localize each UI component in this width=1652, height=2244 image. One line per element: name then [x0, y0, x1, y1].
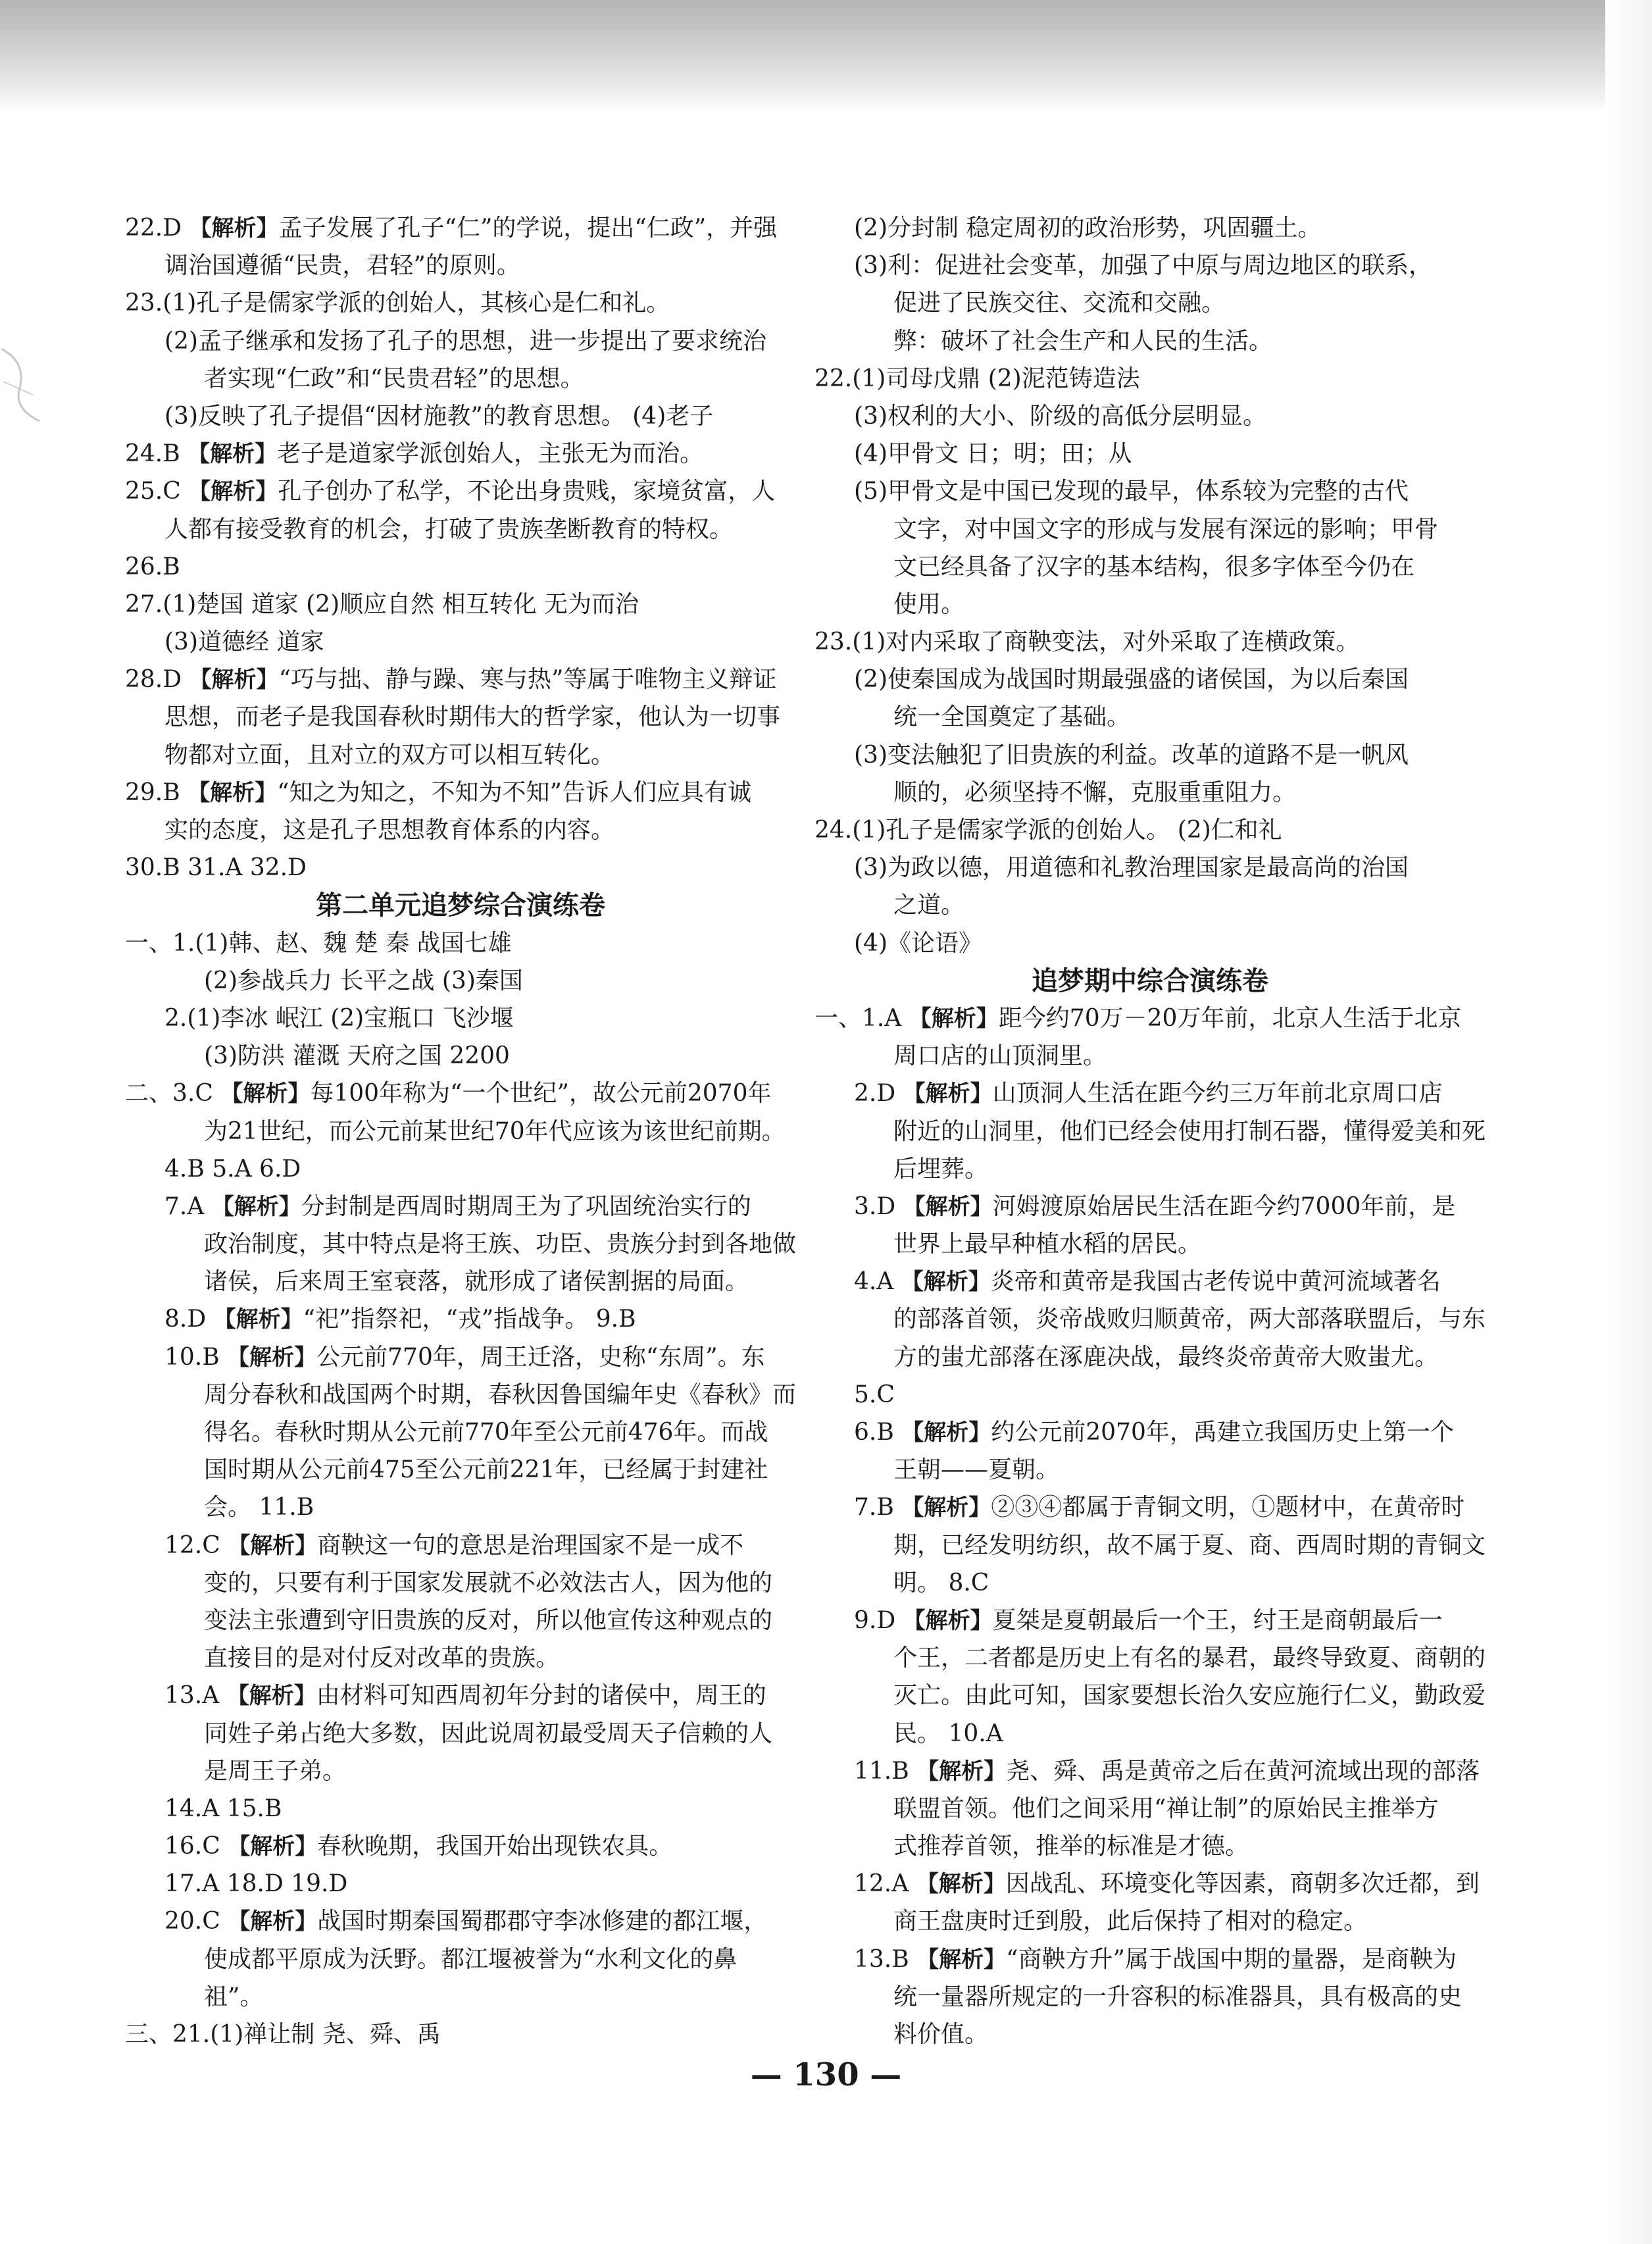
line-text: 20.C [164, 1908, 228, 1935]
answer-line [814, 247, 1486, 284]
line-text: 是周王子弟。 [204, 1757, 347, 1785]
line-text: 周口店的山顶洞里。 [893, 1042, 1107, 1070]
line-text: 个王，二者都是历史上有名的暴君，最终导致夏、商朝的 [893, 1645, 1486, 1672]
answer-line [125, 736, 796, 774]
line-text: 为21世纪，而公元前某世纪70年代应该为该世纪前期。 [204, 1117, 786, 1145]
line-text: 公元前770年，周王迁洛，史称“东周”。东 [316, 1343, 765, 1371]
answer-line [814, 322, 1486, 360]
line-text: 附近的山洞里，他们已经会使用打制石器，懂得爱美和死 [893, 1117, 1486, 1145]
line-text: “商鞅方升”属于战国中期的量器，是商鞅为 [1006, 1945, 1457, 1973]
answer-line [125, 623, 796, 661]
line-text: 物都对立面，且对立的双方可以相互转化。 [164, 741, 615, 769]
answer-line [125, 1602, 796, 1639]
line-text: 10.B [164, 1343, 228, 1371]
answer-line [125, 774, 796, 811]
line-text: 统一量器所规定的一升容积的标准器具，具有极高的史 [893, 1983, 1463, 2010]
line-text: 23.(1)孔子是儒家学派的创始人，其核心是仁和礼。 [125, 290, 670, 317]
answer-column-right [814, 209, 1486, 2053]
line-text: 直接目的是对付反对改革的贵族。 [204, 1645, 560, 1672]
analysis-tag: 【解析】 [916, 1871, 1006, 1898]
analysis-tag: 【解析】 [903, 1193, 993, 1220]
answer-line [814, 1527, 1486, 1564]
answer-line [125, 1527, 796, 1564]
answer-line [125, 511, 796, 548]
line-text: 由材料可知西周初年分封的诸侯中，周王的 [316, 1682, 766, 1710]
page-number: — 130 — [750, 2056, 902, 2093]
answer-line [814, 1564, 1486, 1602]
answer-line [814, 586, 1486, 623]
line-text: 商王盘庚时迁到殷，此后保持了相对的稳定。 [893, 1908, 1368, 1935]
line-text: (3)道德经 道家 [164, 628, 324, 656]
answer-line [814, 435, 1486, 472]
analysis-tag: 【解析】 [228, 1833, 318, 1860]
answer-line [125, 1000, 796, 1037]
answer-line [814, 1339, 1486, 1376]
line-text: 民。 10.A [893, 1720, 1003, 1747]
line-text: 祖”。 [204, 1983, 264, 2010]
analysis-tag: 【解析】 [211, 1193, 301, 1220]
analysis-tag: 【解析】 [228, 1908, 318, 1935]
answer-line [814, 1639, 1486, 1677]
line-text: 7.A [164, 1192, 212, 1220]
answer-line [125, 1677, 796, 1714]
answer-line [125, 1037, 796, 1075]
line-text: “知之为知之，不知为不知”告诉人们应具有诚 [277, 778, 751, 806]
answer-column-left [125, 209, 796, 2053]
answer-line [125, 472, 796, 510]
answer-line [814, 1827, 1486, 1865]
line-text: 商鞅这一句的意思是治理国家不是一成不 [317, 1531, 744, 1559]
answer-line [814, 661, 1486, 698]
answer-line [125, 1451, 796, 1489]
line-text: 约公元前2070年，禹建立我国历史上第一个 [991, 1419, 1454, 1446]
line-text: 统一全国奠定了基础。 [893, 703, 1131, 731]
answer-line [125, 1414, 796, 1451]
line-text: 26.B [125, 553, 180, 580]
line-text: 诸侯，后来周王室衰落，就形成了诸侯割据的局面。 [204, 1268, 749, 1296]
line-text: (3)为政以德，用道德和礼教治理国家是最高尚的治国 [854, 854, 1409, 882]
line-text: 之道。 [893, 892, 965, 919]
line-text: 孟子发展了孔子“仁”的学说，提出“仁政”，并强 [278, 215, 778, 242]
line-text: (3)防洪 灌溉 天府之国 2200 [204, 1042, 510, 1070]
answer-line [814, 472, 1486, 510]
answer-line [814, 849, 1486, 886]
answer-line [814, 1300, 1486, 1338]
analysis-tag: 【解析】 [189, 215, 279, 242]
line-text: 11.B [854, 1757, 917, 1785]
line-text: 世界上最早种植水稻的居民。 [893, 1231, 1202, 1258]
answer-line [125, 435, 796, 472]
answer-line [125, 661, 796, 698]
line-text: 老子是道家学派创始人，主张无为而治。 [277, 440, 704, 468]
answer-line [125, 1902, 796, 1940]
answer-line [814, 1113, 1486, 1150]
line-text: 式推荐首领，推举的标准是才德。 [893, 1833, 1249, 1860]
analysis-tag: 【解析】 [188, 478, 278, 505]
answer-line [125, 698, 796, 736]
answer-line [125, 1113, 796, 1150]
answer-line [814, 1000, 1486, 1037]
answer-line [125, 1339, 796, 1376]
answer-line [125, 548, 796, 586]
answer-line [814, 397, 1486, 435]
answer-line [125, 209, 796, 247]
line-text: 4.A [854, 1268, 901, 1296]
scan-top-band [0, 0, 1652, 112]
binding-mark [0, 342, 46, 428]
line-text: (4)《论语》 [854, 929, 982, 957]
answer-line [125, 1752, 796, 1790]
line-text: 25.C [125, 478, 189, 505]
answer-line [125, 1715, 796, 1752]
answer-line [814, 1677, 1486, 1714]
line-text: 弊：破坏了社会生产和人民的生活。 [893, 327, 1273, 355]
line-text: 王朝——夏朝。 [893, 1456, 1060, 1484]
answer-line [814, 886, 1486, 924]
analysis-tag: 【解析】 [901, 1269, 991, 1296]
line-text: (3)变法触犯了旧贵族的利益。改革的道路不是一帆风 [854, 741, 1409, 769]
line-text: 二、3.C [125, 1080, 221, 1108]
line-text: 山顶洞人生活在距今约三万年前北京周口店 [992, 1080, 1443, 1108]
answer-line [814, 1790, 1486, 1827]
answer-line [814, 209, 1486, 247]
line-text: (3)反映了孔子提倡“因材施教”的教育思想。 (4)老子 [164, 402, 714, 430]
answer-line [814, 1414, 1486, 1451]
answer-line [125, 1639, 796, 1677]
answer-line [125, 1790, 796, 1827]
line-text: 顺的，必须坚持不懈，克服重重阻力。 [893, 778, 1297, 806]
answer-line [814, 360, 1486, 397]
line-text: 文已经具备了汉字的基本结构，很多字体至今仍在 [893, 553, 1415, 580]
line-text: 每100年称为“一个世纪”，故公元前2070年 [310, 1080, 772, 1108]
line-text: 的部落首领，炎帝战败归顺黄帝，两大部落联盟后，与东 [893, 1306, 1486, 1333]
line-text: 16.C [164, 1833, 228, 1860]
analysis-tag: 【解析】 [916, 1946, 1007, 1973]
line-text: 一、1.(1)韩、赵、魏 楚 秦 战国七雄 [125, 929, 512, 957]
analysis-tag: 【解析】 [189, 667, 279, 694]
line-text: 9.D [854, 1606, 903, 1634]
analysis-tag: 【解析】 [916, 1758, 1007, 1785]
analysis-tag: 【解析】 [213, 1306, 303, 1333]
line-text: 灭亡。由此可知，国家要想长治久安应施行仁义，勤政爱 [893, 1682, 1486, 1710]
analysis-tag: 【解析】 [227, 1344, 317, 1371]
line-text: 7.B [854, 1494, 902, 1521]
line-text: 联盟首领。他们之间采用“禅让制”的原始民主推举方 [893, 1795, 1439, 1822]
line-text: “祀”指祭祀，“戎”指战争。 9.B [303, 1306, 636, 1333]
answer-line [814, 1941, 1486, 1978]
line-text: 变法主张遭到守旧贵族的反对，所以他宣传这种观点的 [204, 1606, 773, 1634]
answer-line [814, 1451, 1486, 1489]
line-text: 4.B 5.A 6.D [164, 1155, 301, 1183]
answer-line [125, 925, 796, 962]
line-text: 实的态度，这是孔子思想教育体系的内容。 [164, 817, 615, 844]
answer-line [125, 811, 796, 849]
line-text: 30.B 31.A 32.D [125, 854, 307, 882]
section-title [125, 886, 796, 924]
answer-line [814, 1225, 1486, 1263]
line-text: 后埋葬。 [893, 1155, 989, 1183]
answer-line [125, 586, 796, 623]
line-text: 2.(1)李冰 岷江 (2)宝瓶口 飞沙堰 [164, 1004, 514, 1032]
answer-line [814, 1037, 1486, 1075]
line-text: 分封制是西周时期周王为了巩固统治实行的 [301, 1192, 751, 1220]
line-text: 文字，对中国文字的形成与发展有深远的影响；甲骨 [893, 515, 1439, 543]
line-text: 22.(1)司母戊鼎 (2)泥范铸造法 [814, 365, 1140, 392]
answer-line [125, 397, 796, 435]
scan-page-edge [1605, 0, 1652, 2244]
answer-line [125, 284, 796, 322]
line-text: ②③④都属于青铜文明，①题材中，在黄帝时 [991, 1494, 1465, 1521]
line-text: 17.A 18.D 19.D [164, 1870, 348, 1898]
line-text: 第二单元追梦综合演练卷 [316, 890, 605, 921]
answer-line [814, 1075, 1486, 1112]
line-text: 国时期从公元前475至公元前221年，已经属于封建社 [204, 1456, 768, 1484]
line-text: 使成都平原成为沃野。都江堰被誉为“水利文化的鼻 [204, 1945, 738, 1973]
answer-line [814, 623, 1486, 661]
answer-line [814, 736, 1486, 774]
line-text: 促进了民族交往、交流和交融。 [893, 290, 1226, 317]
line-text: 追梦期中综合演练卷 [1032, 965, 1268, 996]
answer-line [125, 247, 796, 284]
line-text: 8.D [164, 1306, 214, 1333]
line-text: 13.B [854, 1945, 917, 1973]
line-text: 13.A [164, 1682, 227, 1710]
line-text: (3)权利的大小、阶级的高低分层明显。 [854, 402, 1266, 430]
answer-line [814, 1376, 1486, 1414]
line-text: 5.C [854, 1381, 895, 1408]
analysis-tag: 【解析】 [901, 1419, 991, 1446]
analysis-tag: 【解析】 [901, 1494, 991, 1521]
answer-line [814, 1752, 1486, 1790]
line-text: 因战乱、环境变化等因素，商朝多次迁都，到 [1005, 1870, 1480, 1898]
answer-line [814, 811, 1486, 849]
line-text: 28.D [125, 666, 189, 694]
answer-line [125, 962, 796, 1000]
line-text: 27.(1)楚国 道家 (2)顺应自然 相互转化 无为而治 [125, 590, 639, 618]
line-text: 尧、舜、禹是黄帝之后在黄河流域出现的部落 [1006, 1757, 1480, 1785]
analysis-tag: 【解析】 [220, 1081, 311, 1108]
line-text: (5)甲骨文是中国已发现的最早，体系较为完整的古代 [854, 478, 1409, 505]
analysis-tag: 【解析】 [188, 779, 278, 806]
line-text: 24.(1)孔子是儒家学派的创始人。 (2)仁和礼 [814, 817, 1282, 844]
line-text: 6.B [854, 1419, 902, 1446]
line-text: 春秋晚期，我国开始出现铁农具。 [317, 1833, 673, 1860]
answer-line [125, 2016, 796, 2053]
answer-line [125, 1564, 796, 1602]
answer-line [814, 774, 1486, 811]
analysis-tag: 【解析】 [226, 1683, 316, 1710]
line-text: (3)利：促进社会变革，加强了中原与周边地区的联系， [854, 252, 1432, 280]
line-text: 23.(1)对内采取了商鞅变法，对外采取了连横政策。 [814, 628, 1360, 656]
answer-line [814, 1150, 1486, 1188]
analysis-tag: 【解析】 [903, 1607, 993, 1634]
line-text: 12.C [164, 1531, 228, 1559]
line-text: 一、1.A [814, 1004, 909, 1032]
line-text: (4)甲骨文 日；明；田；从 [854, 440, 1132, 468]
line-text: 12.A [854, 1870, 916, 1898]
line-text: (2)分封制 稳定周初的政治形势，巩固疆土。 [854, 215, 1322, 242]
answer-line [125, 360, 796, 397]
line-text: 期，已经发明纺织，故不属于夏、商、西周时期的青铜文 [893, 1531, 1486, 1559]
line-text: 炎帝和黄帝是我国古老传说中黄河流域著名 [990, 1268, 1441, 1296]
line-text: 夏桀是夏朝最后一个王，纣王是商朝最后一 [992, 1606, 1443, 1634]
answer-line [814, 1902, 1486, 1940]
line-text: 距今约70万－20万年前，北京人生活于北京 [998, 1004, 1462, 1032]
answer-line [125, 849, 796, 886]
answer-line [814, 284, 1486, 322]
line-text: 会。 11.B [204, 1494, 314, 1521]
answer-line [814, 511, 1486, 548]
line-text: 24.B [125, 440, 188, 468]
answer-line [125, 1978, 796, 2016]
answer-line [125, 1225, 796, 1263]
answer-line [814, 698, 1486, 736]
line-text: 方的蚩尤部落在涿鹿决战，最终炎帝黄帝大败蚩尤。 [893, 1343, 1439, 1371]
answer-line [125, 1188, 796, 1225]
line-text: 使用。 [893, 590, 965, 618]
line-text: “巧与拙、静与躁、寒与热”等属于唯物主义辩证 [278, 666, 777, 694]
analysis-tag: 【解析】 [903, 1081, 993, 1108]
line-text: 思想，而老子是我国春秋时期伟大的哲学家，他认为一切事 [164, 703, 781, 731]
answer-line [814, 1865, 1486, 1902]
line-text: 者实现“仁政”和“民贵君轻”的思想。 [204, 365, 584, 392]
answer-line [125, 1150, 796, 1188]
answer-line [814, 1263, 1486, 1300]
line-text: 孔子创办了私学，不论出身贵贱，家境贫富，人 [278, 478, 776, 505]
line-text: 得名。春秋时期从公元前770年至公元前476年。而战 [204, 1419, 768, 1446]
line-text: (2)参战兵力 长平之战 (3)秦国 [204, 967, 523, 994]
answer-line [125, 1376, 796, 1414]
analysis-tag: 【解析】 [188, 441, 278, 468]
section-title [814, 962, 1486, 1000]
line-text: 同姓子弟占绝大多数，因此说周初最受周天子信赖的人 [204, 1720, 773, 1747]
line-text: 29.B [125, 778, 188, 806]
line-text: 政治制度，其中特点是将王族、功臣、贵族分封到各地做 [204, 1231, 797, 1258]
line-text: 22.D [125, 215, 189, 242]
analysis-tag: 【解析】 [909, 1005, 999, 1032]
line-text: 2.D [854, 1080, 903, 1108]
line-text: 料价值。 [893, 2021, 989, 2048]
answer-line [125, 1827, 796, 1865]
answer-line [125, 1489, 796, 1526]
answer-line [125, 1300, 796, 1338]
answer-line [814, 1602, 1486, 1639]
answer-line [814, 1715, 1486, 1752]
line-text: 人都有接受教育的机会，打破了贵族垄断教育的特权。 [164, 515, 734, 543]
line-text: 3.D [854, 1192, 903, 1220]
answer-line [814, 1978, 1486, 2016]
answer-line [125, 1075, 796, 1112]
answer-line [814, 1188, 1486, 1225]
line-text: (2)孟子继承和发扬了孔子的思想，进一步提出了要求统治 [164, 327, 766, 355]
answer-line [814, 1489, 1486, 1526]
line-text: 战国时期秦国蜀郡郡守李冰修建的都江堰， [317, 1908, 768, 1935]
line-text: 变的，只要有利于国家发展就不必效法古人，因为他的 [204, 1569, 773, 1596]
line-text: (2)使秦国成为战国时期最强盛的诸侯国，为以后秦国 [854, 666, 1409, 694]
line-text: 三、21.(1)禅让制 尧、舜、禹 [125, 2021, 441, 2048]
answer-line [125, 322, 796, 360]
answer-line [814, 925, 1486, 962]
answer-line [125, 1941, 796, 1978]
answer-line [125, 1263, 796, 1300]
analysis-tag: 【解析】 [228, 1532, 318, 1559]
answer-line [125, 1865, 796, 1902]
line-text: 14.A 15.B [164, 1795, 282, 1822]
answer-line [814, 2016, 1486, 2053]
answer-line [814, 548, 1486, 586]
line-text: 调治国遵循“民贵，君轻”的原则。 [164, 252, 520, 280]
line-text: 周分春秋和战国两个时期，春秋因鲁国编年史《春秋》而 [204, 1381, 797, 1408]
line-text: 河姆渡原始居民生活在距今约7000年前，是 [992, 1192, 1456, 1220]
line-text: 明。 8.C [893, 1569, 989, 1596]
